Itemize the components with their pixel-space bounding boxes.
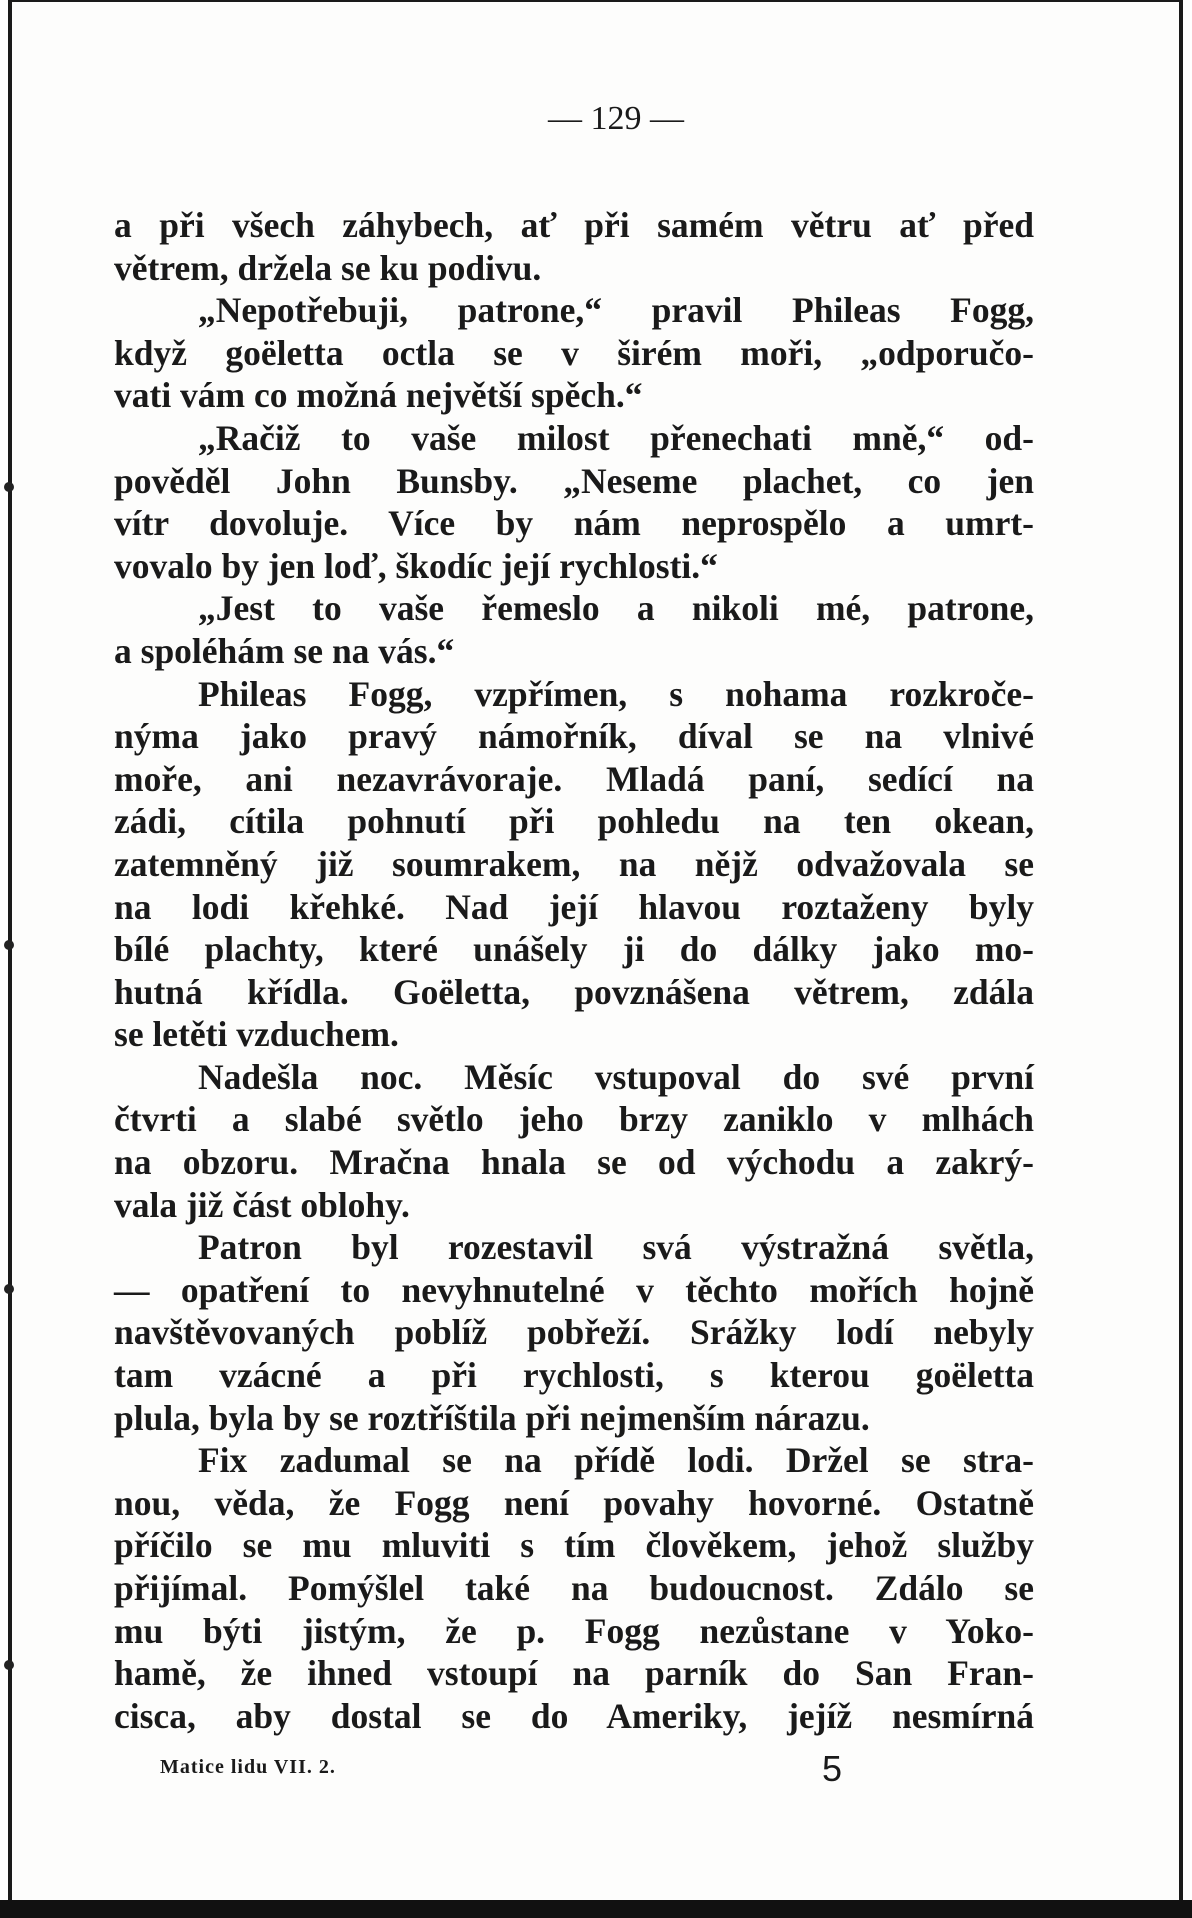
- text-line: větrem, držela se ku podivu.: [114, 247, 542, 288]
- text-line: moře, ani nezavrávoraje. Mladá paní, sedící na: [114, 758, 1034, 799]
- page-bottom-edge: [0, 1900, 1192, 1918]
- body-text: [114, 204, 1034, 1737]
- margin-mark: [4, 1284, 14, 1294]
- text-line: Patron byl rozestavil svá výstražná světla,: [198, 1227, 1034, 1268]
- margin-mark: [4, 482, 14, 492]
- footer-sheet-number: 5: [822, 1748, 843, 1789]
- text-line: zatemněný již soumrakem, na nějž odvažovala se: [114, 843, 1034, 884]
- text-line: hutná křídla. Goëletta, povznášena větrem, zdála: [114, 971, 1034, 1012]
- text-line: na obzoru. Mračna hnala se od východu a zakrý-: [114, 1142, 1034, 1183]
- text-line: příčilo se mu mluviti s tím člověkem, jehož služby: [114, 1525, 1034, 1566]
- text-line: Nadešla noc. Měsíc vstupoval do své první: [198, 1056, 1034, 1097]
- footer-signature: Matice lidu VII. 2.: [160, 1756, 336, 1778]
- text-line: vati vám co možná největší spěch.“: [114, 375, 643, 416]
- text-line: zádi, cítila pohnutí při pohledu na ten okean,: [114, 801, 1034, 842]
- text-line: „Nepotřebuji, patrone,“ pravil Phileas Fogg,: [198, 290, 1034, 331]
- text-line: vítr dovoluje. Více by nám neprospělo a umrt-: [114, 503, 1034, 544]
- text-line: hamě, že ihned vstoupí na parník do San Fran-: [114, 1653, 1034, 1694]
- text-line: plula, byla by se roztříštila při nejmenším nárazu.: [114, 1397, 870, 1438]
- text-line: mu býti jistým, že p. Fogg nezůstane v Yoko-: [114, 1610, 1034, 1651]
- text-line: bílé plachty, které unášely ji do dálky jako mo-: [114, 929, 1034, 970]
- text-line: se letěti vzduchem.: [114, 1014, 399, 1055]
- text-line: vala již část oblohy.: [114, 1184, 410, 1225]
- text-line: a spoléhám se na vás.“: [114, 630, 455, 671]
- text-line: — opatření to nevyhnutelné v těchto mořích hojně: [114, 1269, 1034, 1310]
- text-line: nýma jako pravý námořník, díval se na vlnivé: [114, 716, 1034, 757]
- text-line: čtvrti a slabé světlo jeho brzy zaniklo v mlhách: [114, 1099, 1034, 1140]
- text-line: vovalo by jen loď, škodíc její rychlosti.“: [114, 545, 718, 586]
- margin-mark: [4, 1660, 14, 1670]
- text-line: přijímal. Pomýšlel také na budoucnost. Zdálo se: [114, 1568, 1034, 1608]
- margin-mark: [4, 940, 14, 950]
- text-line: a při všech záhybech, ať při samém větru ať před: [114, 205, 1034, 245]
- text-line: „Jest to vaše řemeslo a nikoli mé, patrone,: [198, 588, 1034, 629]
- page-number: — 129 —: [548, 100, 684, 137]
- text-line: navštěvovaných poblíž pobřeží. Srážky lodí nebyly: [114, 1312, 1034, 1353]
- text-line: když goëletta octla se v širém moři, „odporučo-: [114, 332, 1034, 373]
- text-line: „Račiž to vaše milost přenechati mně,“ od-: [198, 417, 1034, 458]
- text-line: pověděl John Bunsby. „Neseme plachet, co jen: [114, 460, 1034, 501]
- text-line: cisca, aby dostal se do Ameriky, jejíž nesmírná: [114, 1695, 1034, 1736]
- text-line: nou, věda, že Fogg není povahy hovorné. Ostatně: [114, 1482, 1034, 1523]
- text-line: Phileas Fogg, vzpřímen, s nohama rozkroče-: [198, 673, 1034, 714]
- text-line: Fix zadumal se na přídě lodi. Držel se stra-: [198, 1440, 1034, 1481]
- text-line: tam vzácné a při rychlosti, s kterou goëletta: [114, 1355, 1034, 1396]
- text-line: na lodi křehké. Nad její hlavou roztaženy byly: [114, 886, 1034, 927]
